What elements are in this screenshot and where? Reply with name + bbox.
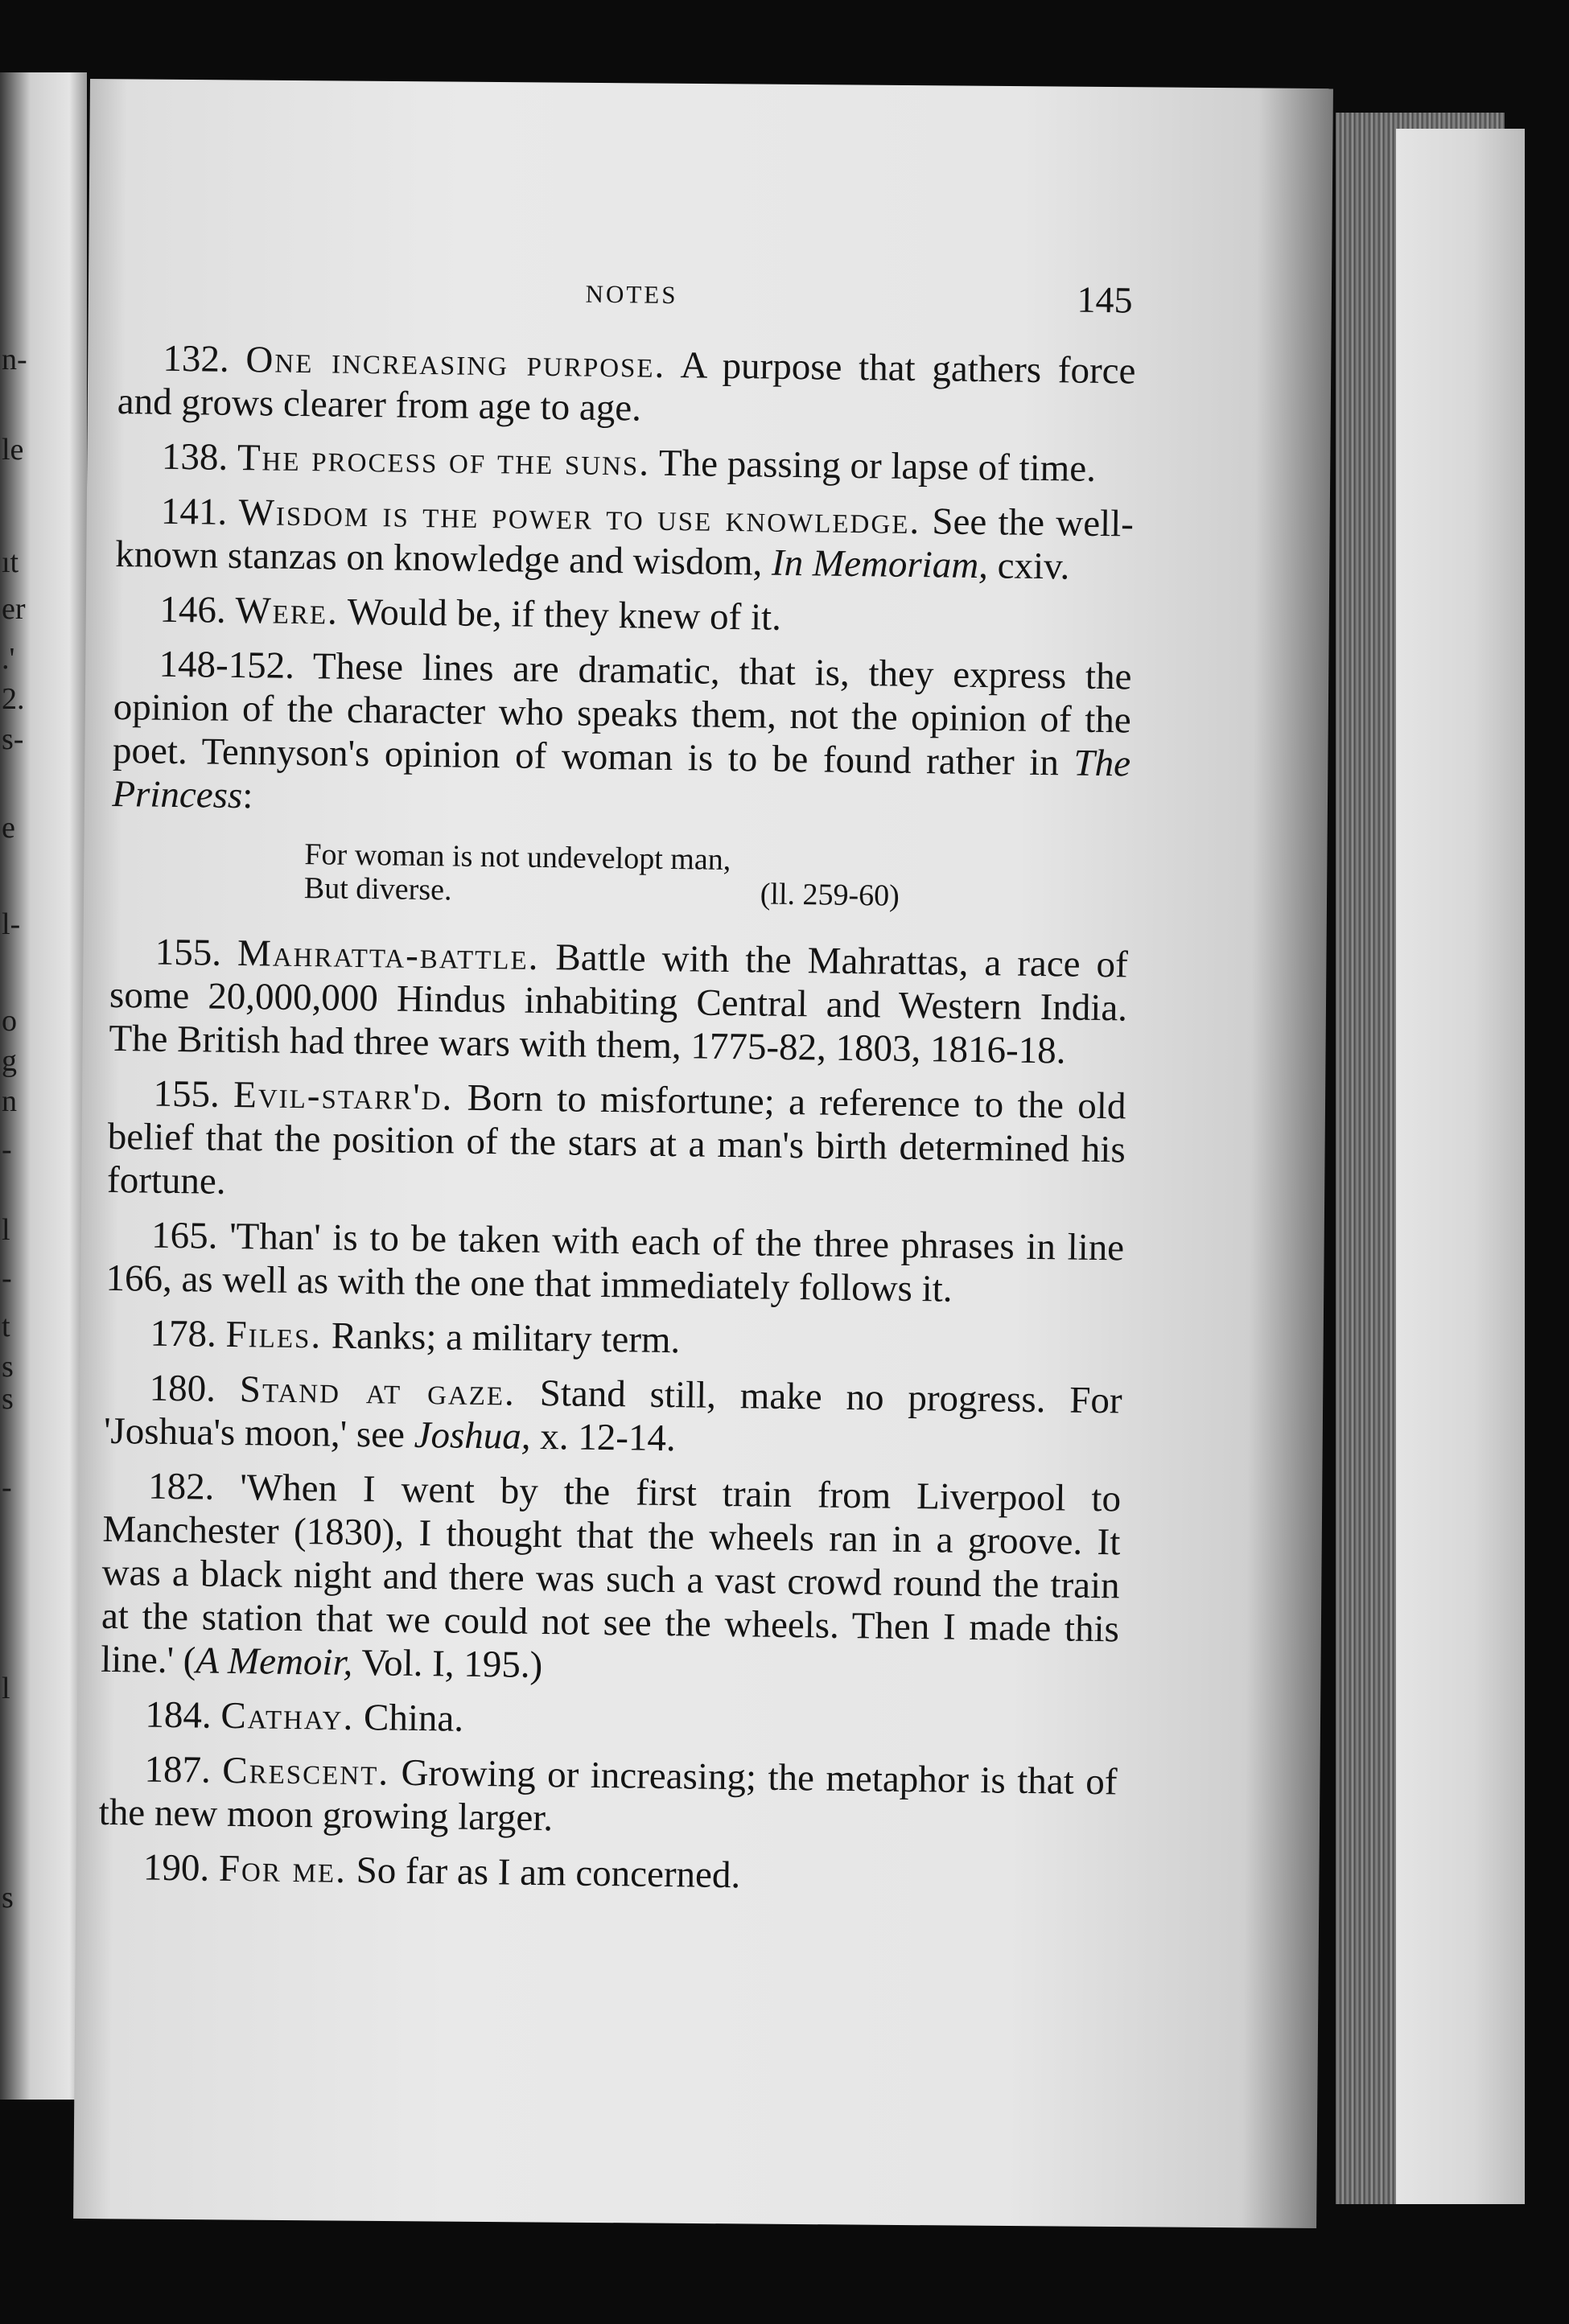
note-number: 155. xyxy=(153,1072,220,1116)
note-text: China. xyxy=(353,1696,464,1740)
note-lemma: One increasing purpose. xyxy=(245,339,666,386)
page-stack-edge-light xyxy=(1396,129,1525,2204)
note-entry xyxy=(117,434,1135,492)
prev-page-fragment: s- xyxy=(2,722,24,756)
note-entry xyxy=(114,587,1133,644)
note-number: 141. xyxy=(160,490,228,533)
quote-line: But diverse. xyxy=(303,871,452,907)
note-text: 'Than' is to be taken with each of the three phrases in line 166, as well as with the one that immediately follows it. xyxy=(105,1215,1125,1310)
note-entry xyxy=(104,1366,1122,1466)
note-italic-title: A Memoir, xyxy=(196,1639,353,1684)
prev-page-fragment: g xyxy=(2,1044,17,1078)
note-text: 'When I went by the first train from Liverpool to Manchester (1830), I thought that the wheels ran in a groove. It was a black night and there was such a vast crowd round the train at the station that we could not see the wheels. Then I made this line.' ( xyxy=(100,1466,1122,1682)
note-text: See the well-known stanzas on knowledge and wisdom, xyxy=(114,500,1135,584)
note-lemma: The process of the suns. xyxy=(237,436,651,484)
note-entry xyxy=(101,1464,1121,1695)
quote-citation: (ll. 259-60) xyxy=(760,877,900,913)
note-number: 132. xyxy=(163,337,230,380)
note-number: 190. xyxy=(142,1846,210,1890)
note-entry xyxy=(100,1693,1118,1750)
prev-page-fragment: - xyxy=(2,1261,12,1295)
note-text: The passing or lapse of time. xyxy=(649,442,1097,490)
prev-page-fragment: le xyxy=(2,433,24,467)
note-italic-title: Joshua, xyxy=(414,1413,531,1458)
verse-quotation xyxy=(304,837,1130,915)
running-head-title: NOTES xyxy=(585,279,678,310)
note-lemma: Crescent. xyxy=(221,1749,390,1794)
quote-line: For woman is not undevelopt man, xyxy=(304,837,731,878)
prev-page-fragment: s xyxy=(2,1350,14,1384)
prev-page-fragment: o xyxy=(2,1004,17,1038)
note-text: cxiv. xyxy=(987,545,1070,588)
note-number: 187. xyxy=(144,1748,212,1791)
note-text: A purpose that gathers force and grows clearer from age to age. xyxy=(117,343,1136,430)
note-number: 182. xyxy=(147,1465,215,1508)
note-number: 178. xyxy=(150,1312,217,1355)
note-lemma: Cathay. xyxy=(220,1694,355,1738)
prev-page-fragment: t xyxy=(2,1310,10,1343)
note-text: Stand still, make no progress. For 'Joshua's moon,' see xyxy=(103,1372,1122,1456)
prev-page-fragment: l xyxy=(2,1213,10,1247)
note-text: So far as I am concerned. xyxy=(346,1849,741,1897)
note-text: : xyxy=(241,775,253,817)
note-entry xyxy=(117,336,1135,437)
note-lemma: Stand at gaze. xyxy=(239,1368,517,1414)
previous-page-edge xyxy=(0,72,87,2100)
prev-page-fragment: .' xyxy=(2,642,15,676)
page-number: 145 xyxy=(1077,278,1133,321)
quote-line-with-citation xyxy=(304,871,900,913)
note-entry xyxy=(105,1311,1123,1368)
note-entry xyxy=(109,930,1128,1074)
note-lemma: Mahratta-battle. xyxy=(237,932,540,978)
note-text: Vol. I, 195.) xyxy=(352,1641,543,1687)
prev-page-fragment: - xyxy=(2,1133,12,1166)
prev-page-fragment: l- xyxy=(2,907,21,941)
note-entry xyxy=(112,642,1132,829)
note-text: Born to misfortune; a reference to the old belief that the position of the stars at a man's birth determined his fortune. xyxy=(106,1076,1126,1203)
prev-page-fragment: n xyxy=(2,1084,17,1118)
page-content xyxy=(97,265,1136,1913)
note-text: Would be, if they knew of it. xyxy=(338,590,782,639)
note-text: Growing or increasing; the metaphor is that of the new moon growing larger. xyxy=(98,1751,1118,1840)
prev-page-fragment: s xyxy=(2,1881,14,1915)
prev-page-fragment: ıt xyxy=(2,545,19,579)
note-text: x. 12-14. xyxy=(530,1415,677,1460)
note-number: 146. xyxy=(159,588,226,631)
prev-page-fragment: er xyxy=(2,592,26,626)
note-italic-title: In Memoriam, xyxy=(771,541,989,587)
note-lemma: Evil-starr'd. xyxy=(233,1073,454,1119)
prev-page-fragment: l xyxy=(2,1672,10,1705)
note-number: 165. xyxy=(150,1214,218,1257)
note-lemma: Were. xyxy=(235,589,340,633)
note-number: 148-152. xyxy=(159,643,295,687)
note-text: These lines are dramatic, that is, they express the opinion of the character who speaks them, not the opinion of the poet. Tennyson's opinion of woman is to be found rather in xyxy=(112,644,1132,784)
note-number: 184. xyxy=(145,1693,212,1737)
prev-page-fragment: - xyxy=(2,1470,12,1504)
note-text: Battle with the Mahrattas, a race of some 20,000,000 Hindus inhabiting Central and Western India. The British had three wars with them, 1775-82, 1803, 1816-18. xyxy=(109,936,1129,1072)
note-entry xyxy=(115,489,1134,590)
note-entry xyxy=(98,1747,1117,1848)
note-text: Ranks; a military term. xyxy=(321,1314,681,1362)
note-italic-title: The Princess xyxy=(112,742,1131,817)
note-entry xyxy=(107,1072,1126,1215)
note-entry xyxy=(98,1845,1117,1902)
note-number: 155. xyxy=(154,931,222,974)
note-lemma: Wisdom is the power to use knowledge. xyxy=(238,491,921,543)
note-entry xyxy=(105,1213,1124,1314)
prev-page-fragment: e xyxy=(2,811,15,845)
note-lemma: For me. xyxy=(218,1847,348,1891)
prev-page-fragment: n- xyxy=(2,343,27,376)
note-lemma: Files. xyxy=(225,1313,323,1357)
prev-page-fragment: s xyxy=(2,1382,14,1416)
prev-page-fragment: 2. xyxy=(2,682,25,716)
note-number: 138. xyxy=(161,435,229,479)
note-number: 180. xyxy=(149,1367,216,1410)
